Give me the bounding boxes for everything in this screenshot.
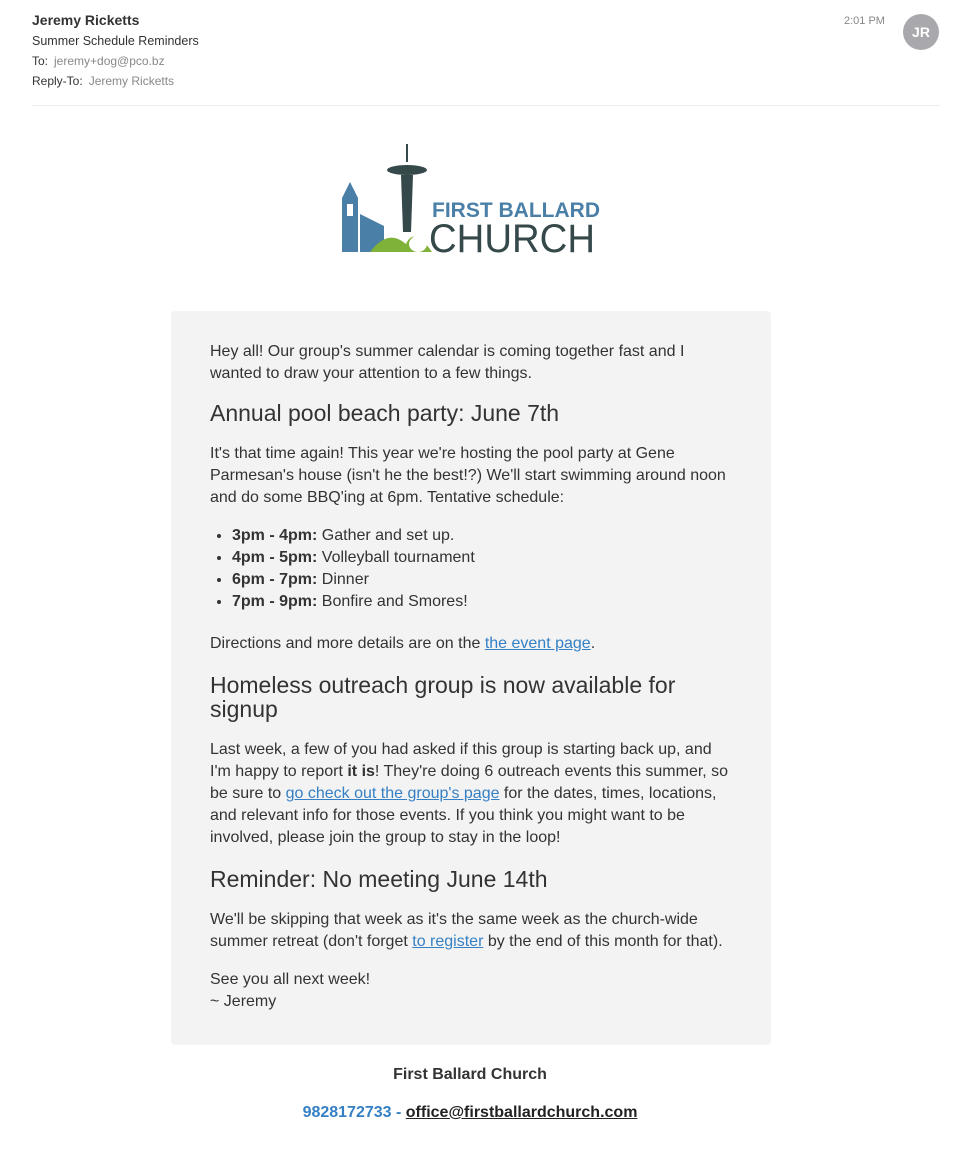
list-item xyxy=(232,525,732,547)
outreach-text-a: Last week, a few of you had asked if this group is starting back up, and I'm happy to report xyxy=(210,741,712,780)
sender-name[interactable]: Jeremy Ricketts xyxy=(32,12,140,28)
schedule-time: 6pm - 7pm: xyxy=(232,571,318,588)
intro-text: Hey all! Our group's summer calendar is coming together fast and I wanted to draw your attention to a few things. xyxy=(210,343,685,382)
church-logo xyxy=(340,140,610,260)
pool-party-text: It's that time again! This year we're hosting the pool party at Gene Parmesan's house (isn't he the best!?) We'll start swimming around noon and do some BBQ'ing at 6pm. Tentative schedule: xyxy=(210,445,726,506)
hill-highlight xyxy=(409,236,427,252)
needle-top xyxy=(387,165,427,175)
heading-reminder: Reminder: No meeting June 14th xyxy=(210,866,548,892)
outreach-text xyxy=(210,739,732,849)
logo-text-church: CHURCH xyxy=(429,217,595,260)
directions-pre: Directions and more details are on the xyxy=(210,635,485,652)
email-subject: Summer Schedule Reminders xyxy=(32,34,199,48)
outreach-text-c: for the dates, times, locations, and relevant info for those events. If you think you might want to be involved, please join the group to stay in the loop! xyxy=(210,785,717,846)
schedule-text: Volleyball tournament xyxy=(317,549,475,566)
message-card xyxy=(171,311,771,1045)
group-page-link[interactable]: go check out the group's page xyxy=(285,785,500,802)
list-item xyxy=(232,591,732,613)
footer-separator: - xyxy=(391,1104,406,1121)
footer-email-link[interactable]: office@firstballardchurch.com xyxy=(405,1104,638,1121)
avatar[interactable]: JR xyxy=(903,14,939,50)
schedule-text: Gather and set up. xyxy=(317,527,455,544)
heading-outreach: Homeless outreach group is now available for signup xyxy=(210,672,676,722)
email-header xyxy=(0,0,965,106)
heading-pool-party: Annual pool beach party: June 7th xyxy=(210,400,560,426)
list-item xyxy=(232,569,732,591)
to-line xyxy=(32,54,165,68)
signature: ~ Jeremy xyxy=(210,993,277,1010)
needle-tower xyxy=(401,175,413,232)
schedule-text: Dinner xyxy=(317,571,369,588)
reply-to-line xyxy=(32,74,174,88)
footer-phone[interactable]: 9828172733 xyxy=(302,1104,392,1121)
needle-spire xyxy=(406,144,408,162)
directions-text xyxy=(210,633,732,655)
reply-to-label: Reply-To: xyxy=(32,74,83,88)
reminder-text xyxy=(210,909,732,953)
church-logo-graphic xyxy=(340,140,610,260)
list-item xyxy=(232,547,732,569)
signoff-line: See you all next week! xyxy=(210,971,371,988)
steeple-window xyxy=(347,204,353,216)
steeple-shape xyxy=(342,182,358,252)
footer-church-name: First Ballard Church xyxy=(393,1066,547,1083)
directions-post: . xyxy=(590,635,596,652)
outreach-text-b: ! They're doing 6 outreach events this summer, so be sure to xyxy=(210,763,729,802)
reminder-text-a: We'll be skipping that week as it's the same week as the church-wide summer retreat (don't forget xyxy=(210,911,698,950)
schedule-time: 7pm - 9pm: xyxy=(232,593,318,610)
received-time: 2:01 PM xyxy=(844,15,885,27)
schedule-time: 3pm - 4pm: xyxy=(232,527,318,544)
schedule-time: 4pm - 5pm: xyxy=(232,549,318,566)
to-address[interactable]: jeremy+dog@pco.bz xyxy=(54,54,165,68)
schedule-list xyxy=(210,525,732,613)
footer-contact xyxy=(0,1104,940,1122)
message-content xyxy=(210,341,732,1013)
event-page-link[interactable]: the event page xyxy=(484,635,591,652)
reply-to-address[interactable]: Jeremy Ricketts xyxy=(88,74,175,88)
header-divider xyxy=(32,105,940,106)
reminder-text-b: by the end of this month for that). xyxy=(483,933,723,950)
to-label: To: xyxy=(32,54,49,68)
schedule-text: Bonfire and Smores! xyxy=(317,593,468,610)
logo-text-first-ballard: FIRST BALLARD xyxy=(432,199,600,222)
register-link[interactable]: to register xyxy=(412,933,484,950)
outreach-emphasis: it is xyxy=(347,763,375,780)
